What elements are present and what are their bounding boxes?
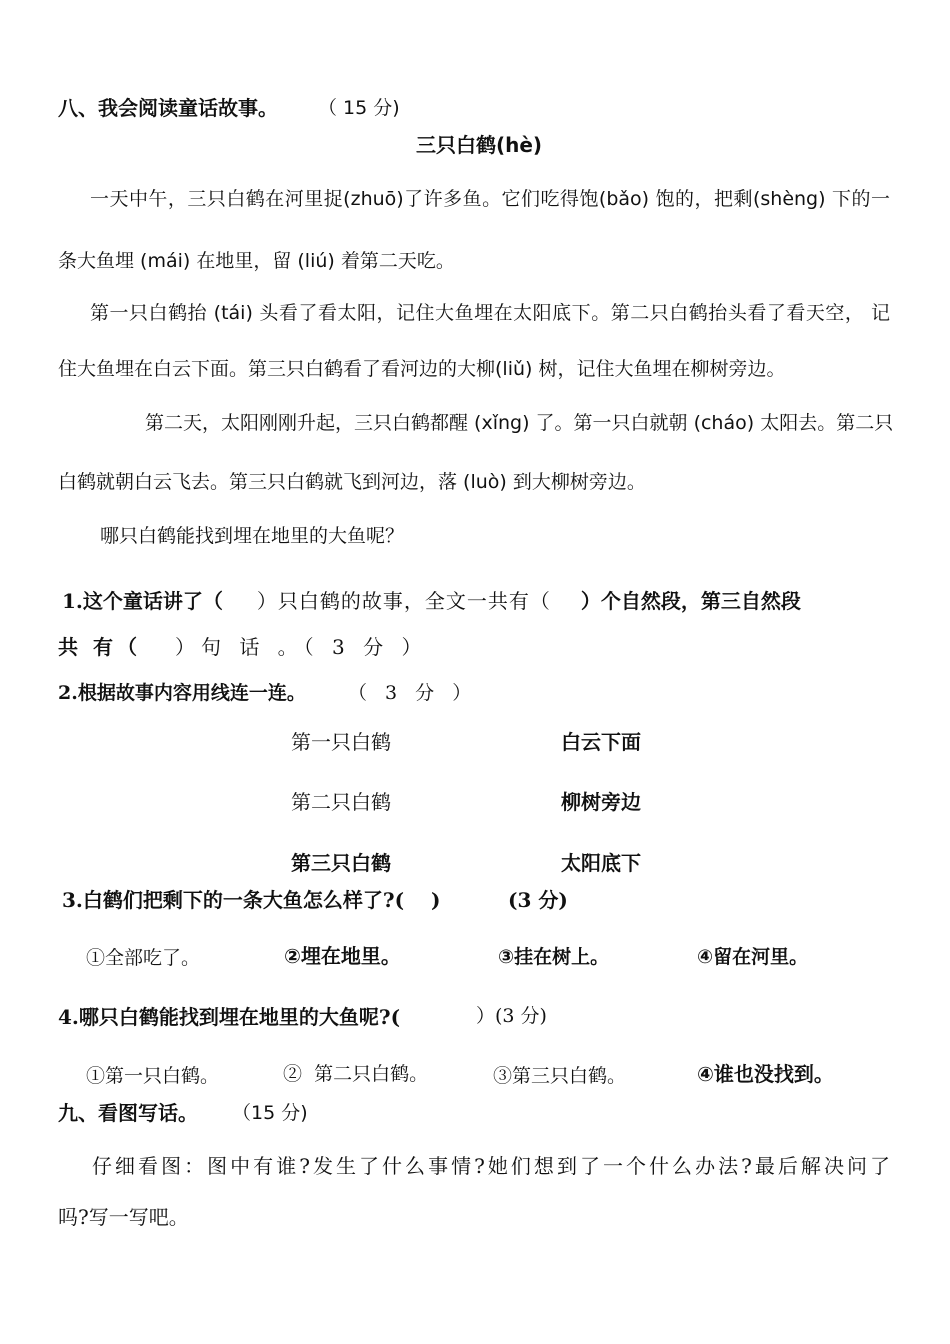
q1-line1-part-b: ）只白鹤的故事，全文一共有（ <box>256 589 551 613</box>
q1-line1-part-c: ）个自然段，第三自然段 <box>580 589 801 613</box>
q3-option-3[interactable]: ③挂在树上。 <box>498 946 610 968</box>
q3-option-2[interactable]: ②埋在地里。 <box>284 944 401 968</box>
story-line-6: 白鹤就朝白云飞去。第三只白鹤就飞到河边，落 (luò) 到大柳树旁边。 <box>58 471 646 493</box>
story-line-7: 哪只白鹤能找到埋在地里的大鱼呢？ <box>100 525 405 547</box>
q4-option-2[interactable]: ② 第二只白鹤。 <box>283 1063 429 1085</box>
q1-line2-part-b: ）句 话 。（ 3 分 ） <box>174 635 428 659</box>
q4-option-3[interactable]: ③第三只白鹤。 <box>493 1065 627 1087</box>
q4-option-1[interactable]: ①第一只白鹤。 <box>86 1065 220 1087</box>
q3-option-1[interactable]: ①全部吃了。 <box>86 947 201 969</box>
q2-right-item-1[interactable]: 白云下面 <box>561 730 641 754</box>
q2-right-item-2[interactable]: 柳树旁边 <box>561 790 641 814</box>
section9-line-1: 仔细看图：图中有谁?发生了什么事情?她们想到了一个什么办法?最后解决问了 <box>92 1154 890 1178</box>
q4-prompt: 4.哪只白鹤能找到埋在地里的大鱼呢?( <box>58 1005 401 1029</box>
q3-prompt: 3.白鹤们把剩下的一条大鱼怎么样了?( ) <box>62 888 441 912</box>
q4-option-4[interactable]: ④谁也没找到。 <box>697 1062 834 1086</box>
q2-prompt: 2.根据故事内容用线连一连。 <box>58 682 306 704</box>
section9-line-2: 吗?写一写吧。 <box>58 1205 189 1229</box>
q1-line1-part-a: 1.这个童话讲了（ <box>62 589 223 613</box>
story-line-2: 条大鱼埋 (mái) 在地里，留 (liú) 着第二天吃。 <box>58 250 455 272</box>
story-line-4: 住大鱼埋在白云下面。第三只白鹤看了看河边的大柳(liǔ) 树，记住大鱼埋在柳树旁边。 <box>58 358 786 380</box>
q1-line2-part-a: 共 有（ <box>58 635 141 659</box>
q3-option-4[interactable]: ④留在河里。 <box>697 946 809 968</box>
section9-score: （15 分) <box>232 1102 308 1124</box>
q2-left-item-2[interactable]: 第二只白鹤 <box>291 790 391 814</box>
section9-heading: 九、看图写话。 <box>58 1101 198 1125</box>
q1-line2 <box>58 631 427 660</box>
q2-left-item-3[interactable]: 第三只白鹤 <box>291 851 391 875</box>
section8-score: （ 15 分) <box>318 97 400 119</box>
q1-line1 <box>62 585 801 614</box>
story-line-3: 第一只白鹤抬 (tái) 头看了看太阳，记住大鱼埋在太阳底下。第二只白鹤抬头看了看天空， 记 <box>90 302 890 324</box>
q2-right-item-3[interactable]: 太阳底下 <box>561 851 641 875</box>
q3-score: (3 分) <box>508 888 568 912</box>
story-line-5: 第二天，太阳刚刚升起，三只白鹤都醒 (xǐng) 了。第一只白就朝 (cháo) 太阳去。第二只 <box>145 412 894 434</box>
section8-heading: 八、我会阅读童话故事。 <box>58 96 278 120</box>
story-title: 三只白鹤(hè) <box>415 133 543 157</box>
q4-score: ）(3 分) <box>476 1005 547 1027</box>
q2-left-item-1[interactable]: 第一只白鹤 <box>291 730 391 754</box>
story-line-1: 一天中午，三只白鹤在河里捉(zhuō)了许多鱼。它们吃得饱(bǎo) 饱的，把剩(shèng) 下的一 <box>90 188 890 210</box>
q2-score: （ 3 分 ） <box>348 682 478 704</box>
